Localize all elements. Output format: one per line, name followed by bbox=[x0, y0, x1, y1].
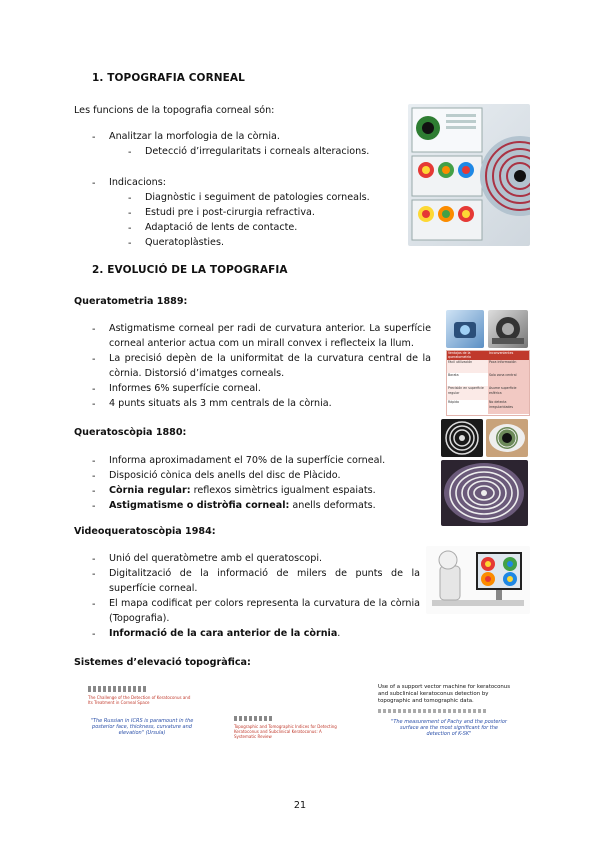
list-item bbox=[109, 626, 340, 641]
bullet-dash: - bbox=[92, 456, 96, 467]
article-snippet-3 bbox=[378, 684, 518, 746]
snippet-title: The Challenge of the Detection of Keratoconus and Its Treatment in Corneal Space bbox=[88, 695, 191, 705]
bullet-dash: - bbox=[128, 147, 132, 158]
list-item bbox=[109, 483, 376, 498]
videokeratoscopy-heading: Videoqueratoscòpia 1984: bbox=[74, 526, 216, 537]
bullet-dash: - bbox=[128, 238, 132, 249]
bullet-dash: - bbox=[92, 324, 96, 335]
bullet-dash: - bbox=[92, 486, 96, 497]
list-item: Informes 6% superfície corneal. bbox=[109, 383, 261, 394]
bullet-dash: - bbox=[92, 132, 96, 143]
keratometer-device-image bbox=[446, 310, 484, 348]
list-item: La precisió depèn de la uniformitat de la curvatura central de la còrnia. Distorsió d’imatges corneals. bbox=[109, 353, 431, 379]
table-cell: Precisión en superficie regular bbox=[448, 386, 484, 395]
section-heading-topografia: 1. TOPOGRAFIA CORNEAL bbox=[92, 72, 245, 84]
term-description: anells deformats. bbox=[289, 500, 376, 511]
table-row bbox=[447, 400, 529, 414]
table-cell: Solo zona central bbox=[488, 373, 529, 386]
list-item: Indicacions: bbox=[109, 177, 166, 188]
bullet-dash: - bbox=[92, 471, 96, 482]
bullet-dash: - bbox=[128, 223, 132, 234]
sub-list-item: Diagnòstic i seguiment de patologies corneals. bbox=[145, 192, 370, 203]
bullet-dash: - bbox=[128, 193, 132, 204]
page-number: 21 bbox=[293, 800, 307, 811]
bold-term: Astigmatisme o distròfia corneal: bbox=[109, 500, 290, 511]
bullet-dash: - bbox=[92, 178, 96, 189]
table-cell: Rápida bbox=[448, 400, 459, 404]
corneal-topographer-image bbox=[408, 104, 530, 246]
article-snippet-1 bbox=[88, 686, 198, 744]
keratometer-photo-image bbox=[488, 310, 528, 348]
bullet-dash: - bbox=[92, 629, 96, 640]
keratoscopy-heading: Queratoscòpia 1880: bbox=[74, 427, 187, 438]
section-heading-evolucio: 2. EVOLUCIÓ DE LA TOPOGRAFIA bbox=[92, 264, 288, 276]
table-row bbox=[447, 373, 529, 386]
keratometry-table bbox=[446, 350, 530, 416]
bullet-dash: - bbox=[92, 554, 96, 565]
snippet-quote: "The measurement of Pachy and the posterior surface are the most significant for the detection of K-SK" bbox=[391, 719, 507, 737]
article-snippet-2 bbox=[234, 716, 344, 746]
list-item: Unió del queratòmetre amb el queratoscopi. bbox=[109, 553, 323, 564]
placido-disc-image bbox=[441, 419, 483, 457]
table-header-cell: Ventajas de la queratometría bbox=[448, 351, 471, 359]
bold-term: Còrnia regular: bbox=[109, 485, 191, 496]
bullet-dash: - bbox=[92, 569, 96, 580]
snippet-quote: "The Russian in ICRS is paramount in the posterior face, thickness, curvature and elevation" (Ursula) bbox=[90, 718, 194, 736]
snippet-header-line bbox=[88, 686, 148, 692]
bullet-dash: - bbox=[92, 384, 96, 395]
list-item: Analitzar la morfologia de la còrnia. bbox=[109, 131, 280, 142]
table-cell: Fácil utilización bbox=[448, 360, 473, 364]
bullet-dash: - bbox=[128, 208, 132, 219]
table-cell: Asume superficie esférica bbox=[488, 386, 529, 400]
table-cell: Barata bbox=[448, 373, 459, 377]
table-cell: Poca información bbox=[488, 360, 529, 373]
list-item: Informa aproximadament el 70% de la superfície corneal. bbox=[109, 455, 386, 466]
keratometry-heading: Queratometria 1889: bbox=[74, 296, 188, 307]
bullet-dash: - bbox=[92, 501, 96, 512]
snippet-header-line bbox=[234, 716, 274, 721]
sub-list-item: Queratoplàsties. bbox=[145, 237, 224, 248]
elevation-heading: Sistemes d’elevació topogràfica: bbox=[74, 657, 251, 668]
snippet-title: Use of a support vector machine for keratoconus and subclinical keratoconus detection by topographic and tomographic data. bbox=[378, 684, 511, 704]
intro-text: Les funcions de la topografia corneal són: bbox=[74, 105, 275, 116]
list-item: Astigmatisme corneal per radi de curvatura anterior. La superfície corneal anterior actua com un mirall convex i reflecteix la llum. bbox=[109, 323, 431, 349]
term-description: reflexos simètrics igualment espaiats. bbox=[190, 485, 376, 496]
list-item bbox=[109, 498, 376, 513]
keratoscopy-rings-image bbox=[441, 460, 528, 526]
table-cell: No detecta irregularidades bbox=[488, 400, 529, 414]
list-item: Disposició cònica dels anells del disc de Plàcido. bbox=[109, 470, 341, 481]
table-header-cell: Inconvenientes bbox=[489, 351, 514, 355]
videokeratoscope-device-image bbox=[426, 546, 530, 614]
sub-list-item: Detecció d’irregularitats i corneals alteracions. bbox=[145, 146, 370, 157]
snippet-author-line bbox=[378, 709, 488, 713]
list-item: 4 punts situats als 3 mm centrals de la còrnia. bbox=[109, 398, 332, 409]
list-item: El mapa codificat per colors representa la curvatura de la còrnia (Topografia). bbox=[109, 598, 420, 624]
sub-list-item: Estudi pre i post-cirurgia refractiva. bbox=[145, 207, 315, 218]
table-row bbox=[447, 386, 529, 400]
sub-list-item: Adaptació de lents de contacte. bbox=[145, 222, 298, 233]
term-description: . bbox=[337, 628, 341, 639]
bullet-dash: - bbox=[92, 399, 96, 410]
snippet-title: Topographic and Tomographic Indices for Detecting Keratoconus and Subclinical Keratoconus: A Systematic Review bbox=[234, 724, 337, 739]
eye-iris-image bbox=[486, 419, 528, 457]
bold-term: Informació de la cara anterior de la còrnia bbox=[109, 628, 338, 639]
list-item: Digitalització de la informació de milers de punts de la superfície corneal. bbox=[109, 568, 420, 594]
table-row bbox=[447, 360, 529, 373]
bullet-dash: - bbox=[92, 599, 96, 610]
bullet-dash: - bbox=[92, 354, 96, 365]
